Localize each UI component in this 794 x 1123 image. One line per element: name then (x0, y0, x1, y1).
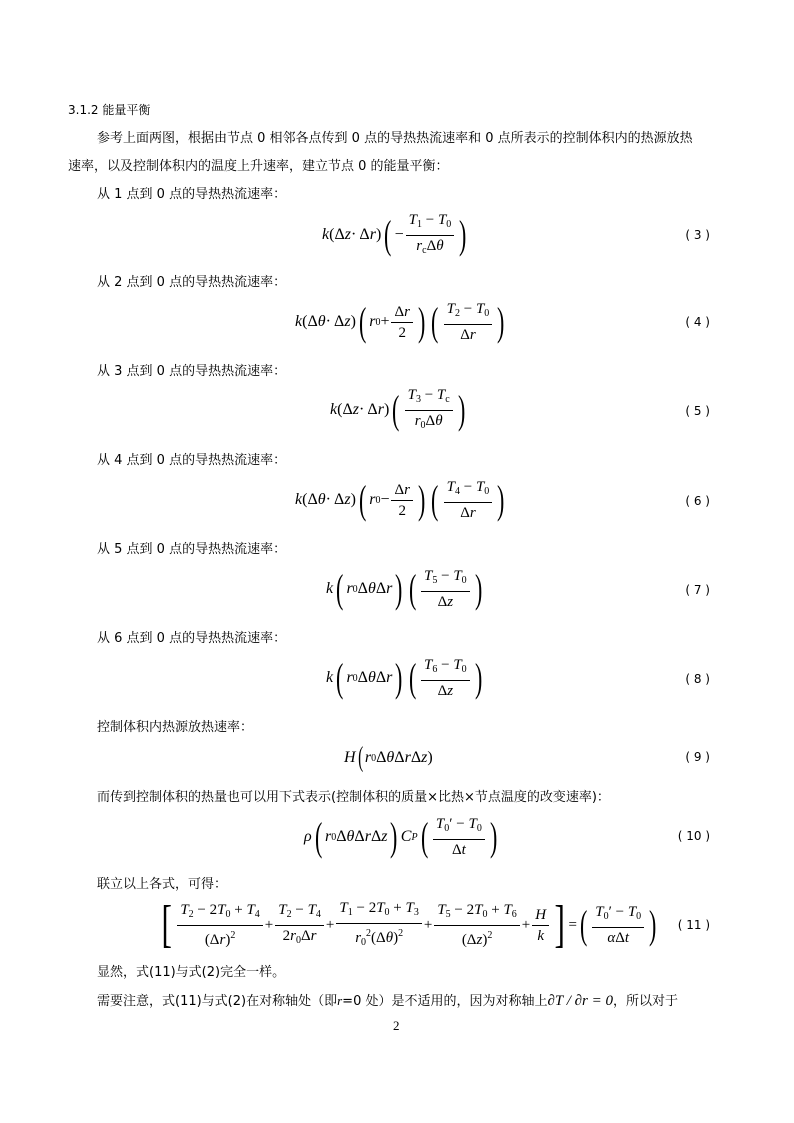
equation-11: [ $\frac{T_2 - 2T_0 + T_4}{(\Delta r)^2}$ + $\frac{T_2 - T_4}{2r_0\Delta r}$ + $\frac{T_1 - 2T_0 + T_3}{r_0^2(\Delta\theta)^2}$ + $\frac{T_5 - 2T_0 + T_6}{(\Delta z)^2}$ + $\frac{H}{k}$ ] = ( $\frac{T_0' - T_0}{\text{αΔt}}$ ) (161, 896, 657, 953)
label-eq9: 控制体积内热源放热速率： (97, 720, 254, 735)
eq-number-4: ( 4 ) (685, 315, 710, 329)
note-variable: r (337, 993, 343, 1008)
page-number: 2 (393, 1018, 400, 1033)
eq-number-10: ( 10 ) (677, 829, 710, 843)
label-eq4: 从 2 点到 0 点的导热热流速率： (97, 275, 287, 290)
intro-line-1: 参考上面两图，根据由节点 0 相邻各点传到 0 点的导热热流速率和 0 点所表示的控制体积内的热源放热 (97, 131, 693, 146)
eq-number-5: ( 5 ) (685, 404, 710, 418)
equation-7: k ( r 0 Δ θ Δ r ) ( $\frac{T_5 - T_0}{\Delta z}$ ) (326, 566, 483, 611)
label-eq10: 而传到控制体积的热量也可以用下式表示(控制体积的质量×比热×节点温度的改变速率)： (97, 790, 610, 805)
intro-line-2: 速率，以及控制体积内的温度上升速率，建立节点 0 的能量平衡： (68, 159, 449, 174)
label-eq3: 从 1 点到 0 点的导热热流速率： (97, 187, 287, 202)
eq-number-9: ( 9 ) (685, 750, 710, 764)
equation-3: k (Δ z · Δ r ) ( − $\frac{T_1 - T_0}{r_c\Delta\theta}$ ) (322, 211, 467, 257)
label-eq11: 联立以上各式，可得： (97, 877, 228, 892)
label-eq5: 从 3 点到 0 点的导热热流速率： (97, 364, 287, 379)
eq-number-6: ( 6 ) (685, 494, 710, 508)
note-expression: ∂T / ∂r = 0 (547, 993, 613, 1009)
note-text (97, 993, 678, 1010)
eq-number-8: ( 8 ) (685, 672, 710, 686)
eq-number-7: ( 7 ) (685, 583, 710, 597)
eq-number-11: ( 11 ) (677, 918, 710, 932)
conclusion-text: 显然，式(11)与式(2)完全一样。 (97, 965, 286, 980)
equation-10: ρ ( r 0 Δ θ Δ r Δ z ) C P ( $\frac{T_0' - T_0}{\Delta t}$ ) (304, 814, 498, 859)
section-heading: 3.1.2 能量平衡 (68, 103, 151, 117)
equation-5: k (Δ z · Δ r ) ( $\frac{T_3 - T_c}{r_0\Delta\theta}$ ) (330, 386, 466, 432)
label-eq6: 从 4 点到 0 点的导热热流速率： (97, 453, 287, 468)
label-eq7: 从 5 点到 0 点的导热热流速率： (97, 542, 287, 557)
note-part-3: ，所以对于 (613, 994, 679, 1009)
equation-8: k ( r 0 Δ θ Δ r ) ( $\frac{T_6 - T_0}{\Delta z}$ ) (326, 655, 483, 700)
equation-6: k (Δ θ · Δ z ) ( r 0 − $\frac{\Delta r}{2}$ ) ( $\frac{T_4 - T_0}{\Delta r}$ ) (295, 477, 505, 522)
equation-4: k (Δ θ · Δ z ) ( r 0 + $\frac{\Delta r}{2}$ ) ( $\frac{T_2 - T_0}{\Delta r}$ ) (295, 299, 505, 344)
eq-number-3: ( 3 ) (685, 228, 710, 242)
note-part-2: =0 处）是不适用的，因为对称轴上 (342, 994, 548, 1009)
equation-9: H ( r 0 Δ θ Δ r Δ z ) (344, 742, 433, 773)
label-eq8: 从 6 点到 0 点的导热热流速率： (97, 631, 287, 646)
note-part-1: 需要注意，式(11)与式(2)在对称轴处（即 (97, 994, 338, 1009)
